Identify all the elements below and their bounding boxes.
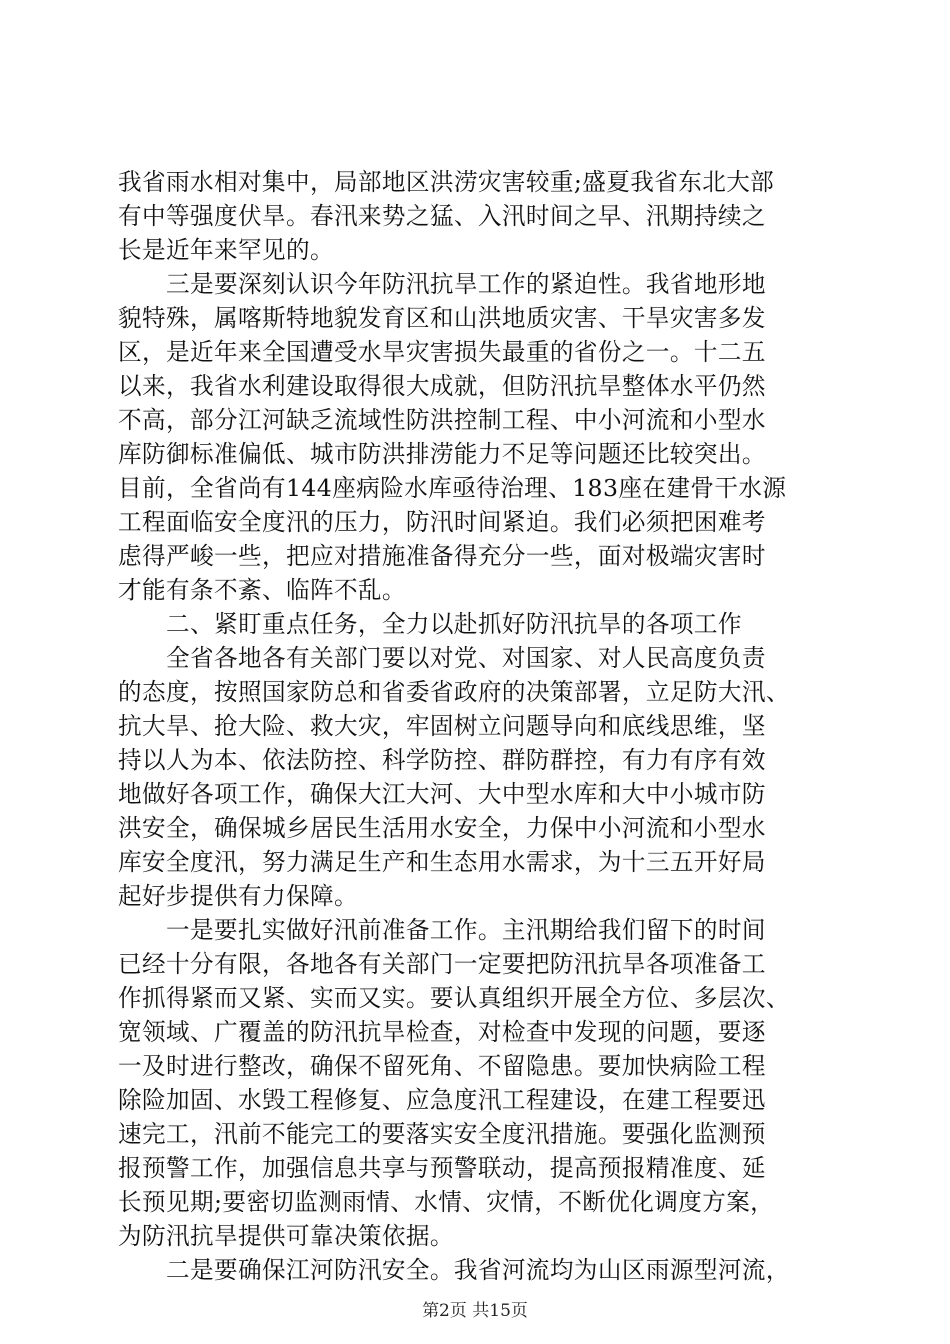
text-line: 持以人为本、依法防控、科学防控、群防群控，有力有序有效 xyxy=(118,746,766,774)
text-line: 宽领域、广覆盖的防汛抗旱检查，对检查中发现的问题，要逐 xyxy=(118,1018,766,1046)
text-line: 长预见期;要密切监测雨情、水情、灾情，不断优化调度方案， xyxy=(118,1188,775,1216)
section-heading: 二、紧盯重点任务，全力以赴抓好防汛抗旱的各项工作 xyxy=(118,610,742,638)
text-line: 报预警工作，加强信息共享与预警联动，提高预报精准度、延 xyxy=(118,1154,766,1182)
text-line: 有中等强度伏旱。春汛来势之猛、入汛时间之早、汛期持续之 xyxy=(118,202,766,230)
text-line: 速完工，汛前不能完工的要落实安全度汛措施。要强化监测预 xyxy=(118,1120,766,1148)
text-line: 目前，全省尚有144座病险水库亟待治理、183座在建骨干水源 xyxy=(118,474,787,502)
text-line: 作抓得紧而又紧、实而又实。要认真组织开展全方位、多层次、 xyxy=(118,984,790,1012)
text-line: 的态度，按照国家防总和省委省政府的决策部署，立足防大汛、 xyxy=(118,678,790,706)
text-line: 抗大旱、抢大险、救大灾，牢固树立问题导向和底线思维，坚 xyxy=(118,712,766,740)
text-line: 除险加固、水毁工程修复、应急度汛工程建设，在建工程要迅 xyxy=(118,1086,766,1114)
text-line: 我省雨水相对集中，局部地区洪涝灾害较重;盛夏我省东北大部 xyxy=(118,168,775,196)
text-line: 长是近年来罕见的。 xyxy=(118,236,334,264)
text-line: 全省各地各有关部门要以对党、对国家、对人民高度负责 xyxy=(118,644,766,672)
text-line: 地做好各项工作，确保大江大河、大中型水库和大中小城市防 xyxy=(118,780,766,808)
text-line: 已经十分有限，各地各有关部门一定要把防汛抗旱各项准备工 xyxy=(118,950,766,978)
text-line: 虑得严峻一些，把应对措施准备得充分一些，面对极端灾害时 xyxy=(118,542,766,570)
text-line: 二是要确保江河防汛安全。我省河流均为山区雨源型河流， xyxy=(118,1256,790,1284)
text-line: 洪安全，确保城乡居民生活用水安全，力保中小河流和小型水 xyxy=(118,814,766,842)
text-line: 以来，我省水利建设取得很大成就，但防汛抗旱整体水平仍然 xyxy=(118,372,766,400)
text-line: 为防汛抗旱提供可靠决策依据。 xyxy=(118,1222,454,1250)
text-line: 貌特殊，属喀斯特地貌发育区和山洪地质灾害、干旱灾害多发 xyxy=(118,304,766,332)
page-number-footer: 第2页 共15页 xyxy=(422,1301,528,1321)
text-line: 区，是近年来全国遭受水旱灾害损失最重的省份之一。十二五 xyxy=(118,338,766,366)
text-line: 才能有条不紊、临阵不乱。 xyxy=(118,576,406,604)
text-line: 起好步提供有力保障。 xyxy=(118,882,358,910)
text-line: 一及时进行整改，确保不留死角、不留隐患。要加快病险工程 xyxy=(118,1052,766,1080)
text-line: 一是要扎实做好汛前准备工作。主汛期给我们留下的时间 xyxy=(118,916,766,944)
text-line: 不高，部分江河缺乏流域性防洪控制工程、中小河流和小型水 xyxy=(118,406,766,434)
text-line: 库安全度汛，努力满足生产和生态用水需求，为十三五开好局 xyxy=(118,848,766,876)
text-line: 三是要深刻认识今年防汛抗旱工作的紧迫性。我省地形地 xyxy=(118,270,766,298)
text-line: 工程面临安全度汛的压力，防汛时间紧迫。我们必须把困难考 xyxy=(118,508,766,536)
text-line: 库防御标准偏低、城市防洪排涝能力不足等问题还比较突出。 xyxy=(118,440,766,468)
